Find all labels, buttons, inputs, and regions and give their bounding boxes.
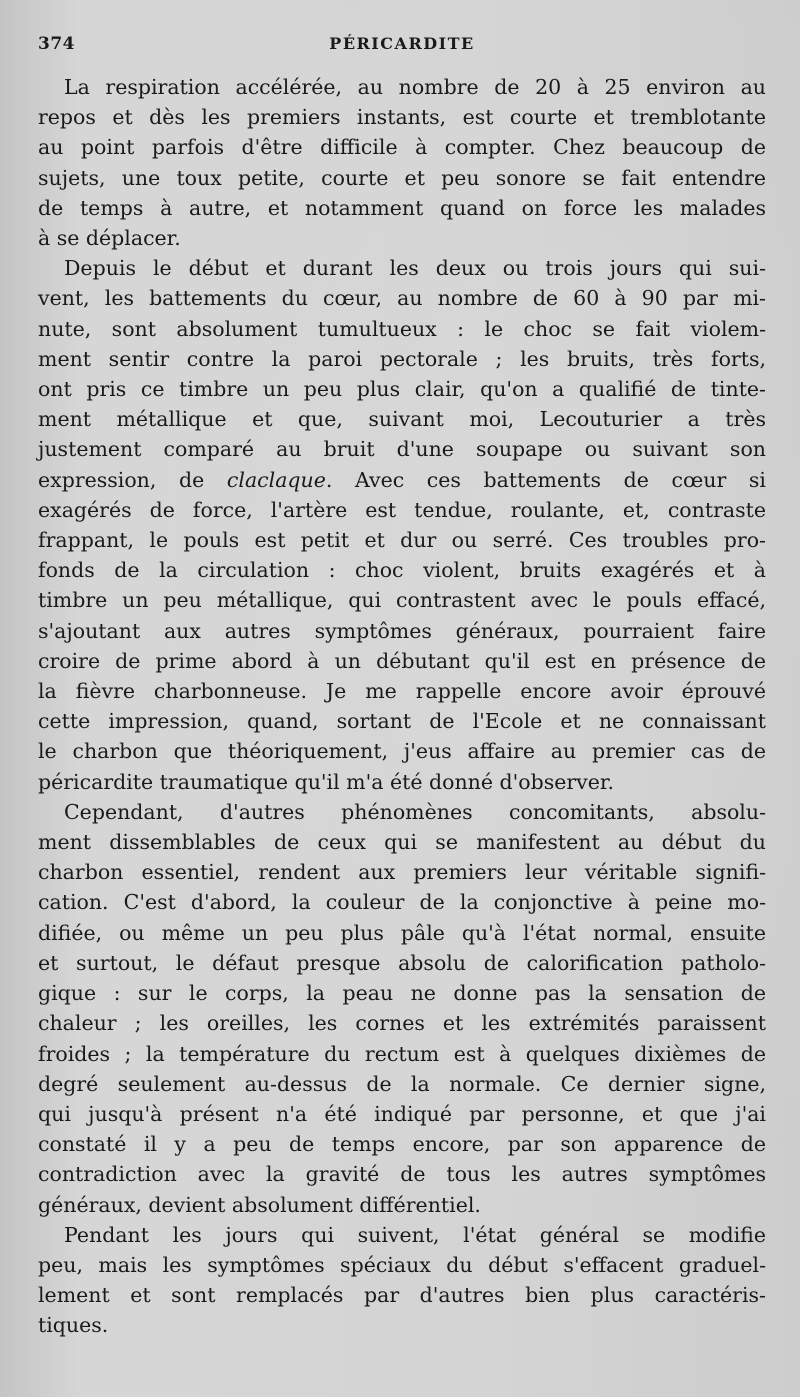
text-line: sujets, une toux petite, courte et peu sonore se fait entendre — [38, 165, 766, 190]
text-line: ment sentir contre la paroi pectorale ; les bruits, très forts, — [38, 346, 766, 371]
text-line: contradiction avec la gravité de tous les autres symptômes — [38, 1162, 766, 1187]
running-title: PÉRICARDITE — [329, 34, 475, 53]
text-line: à se déplacer. — [38, 226, 181, 251]
page-header — [38, 30, 766, 64]
italic-term: claclaque — [226, 467, 326, 492]
text-line: s'ajoutant aux autres symptômes généraux, pourraient faire — [38, 618, 766, 643]
text-line: cette impression, quand, sortant de l'Ecole et ne connaissant — [38, 709, 766, 734]
text-line: la fièvre charbonneuse. Je me rappelle encore avoir éprouvé — [38, 679, 766, 704]
text-line: charbon essentiel, rendent aux premiers leur véritable signifi- — [38, 860, 766, 885]
text-line: fonds de la circulation : choc violent, bruits exagérés et à — [38, 558, 766, 583]
paragraph-jours-suivants — [38, 1220, 766, 1341]
text-line: Depuis le début et durant les deux ou trois jours qui sui- — [64, 256, 766, 281]
text-line: et surtout, le défaut presque absolu de calorification patholo- — [38, 950, 766, 975]
text-line: tiques. — [38, 1313, 109, 1338]
text-line: Pendant les jours qui suivent, l'état général se modifie — [64, 1222, 766, 1247]
text-line: constaté il y a peu de temps encore, par son apparence de — [38, 1132, 766, 1157]
page-number: 374 — [38, 34, 75, 54]
text-line: La respiration accélérée, au nombre de 20 à 25 environ au — [64, 75, 766, 99]
text-line: ment dissemblables de ceux qui se manifestent au début du — [38, 830, 766, 855]
text-line: cation. C'est d'abord, la couleur de la conjonctive à peine mo- — [38, 890, 766, 915]
text-line: qui jusqu'à présent n'a été indiqué par personne, et que j'ai — [38, 1101, 766, 1126]
text-line: vent, les battements du cœur, au nombre de 60 à 90 par mi- — [38, 286, 766, 311]
paragraph-battements — [38, 253, 766, 797]
paragraph-phenomenes — [38, 797, 766, 1220]
text-line: repos et dès les premiers instants, est courte et tremblotante — [38, 105, 766, 130]
text-line: lement et sont remplacés par d'autres bien plus caractéris- — [38, 1283, 766, 1308]
text-line: au point parfois d'être difficile à compter. Chez beaucoup de — [38, 135, 766, 160]
text-line: degré seulement au-dessus de la normale. Ce dernier signe, — [38, 1071, 766, 1096]
text-line: nute, sont absolument tumultueux : le choc se fait violem- — [38, 316, 766, 341]
text-line: ment métallique et que, suivant moi, Lecouturier a très — [38, 407, 766, 432]
text-line: froides ; la température du rectum est à quelques dixièmes de — [38, 1041, 766, 1066]
text-line: de temps à autre, et notamment quand on force les malades — [38, 195, 766, 220]
text-line: gique : sur le corps, la peau ne donne pas la sensation de — [38, 981, 766, 1006]
text-line: timbre un peu métallique, qui contrastent avec le pouls effacé, — [38, 588, 766, 613]
text-line: le charbon que théoriquement, j'eus affaire au premier cas de — [38, 739, 766, 764]
body-text — [38, 72, 766, 1341]
text-line-with-italic: expression, de claclaque. Avec ces battements de cœur si — [38, 467, 766, 492]
text-line: peu, mais les symptômes spéciaux du début s'effacent graduel- — [38, 1252, 766, 1277]
text-line: Cependant, d'autres phénomènes concomitants, absolu- — [64, 799, 766, 824]
text-line: difiée, ou même un peu plus pâle qu'à l'état normal, ensuite — [38, 920, 766, 945]
text-line: justement comparé au bruit d'une soupape ou suivant son — [38, 437, 766, 462]
text-line: exagérés de force, l'artère est tendue, roulante, et, contraste — [38, 497, 766, 522]
text-line: chaleur ; les oreilles, les cornes et les extrémités paraissent — [38, 1011, 766, 1036]
text-line: ont pris ce timbre un peu plus clair, qu'on a qualifié de tinte- — [38, 377, 766, 402]
paragraph-respiration — [38, 72, 766, 253]
text-line: croire de prime abord à un débutant qu'il est en présence de — [38, 648, 766, 673]
text-line: péricardite traumatique qu'il m'a été donné d'observer. — [38, 769, 614, 794]
text-line: frappant, le pouls est petit et dur ou serré. Ces troubles pro- — [38, 528, 766, 553]
text-line: généraux, devient absolument différentiel. — [38, 1192, 481, 1217]
